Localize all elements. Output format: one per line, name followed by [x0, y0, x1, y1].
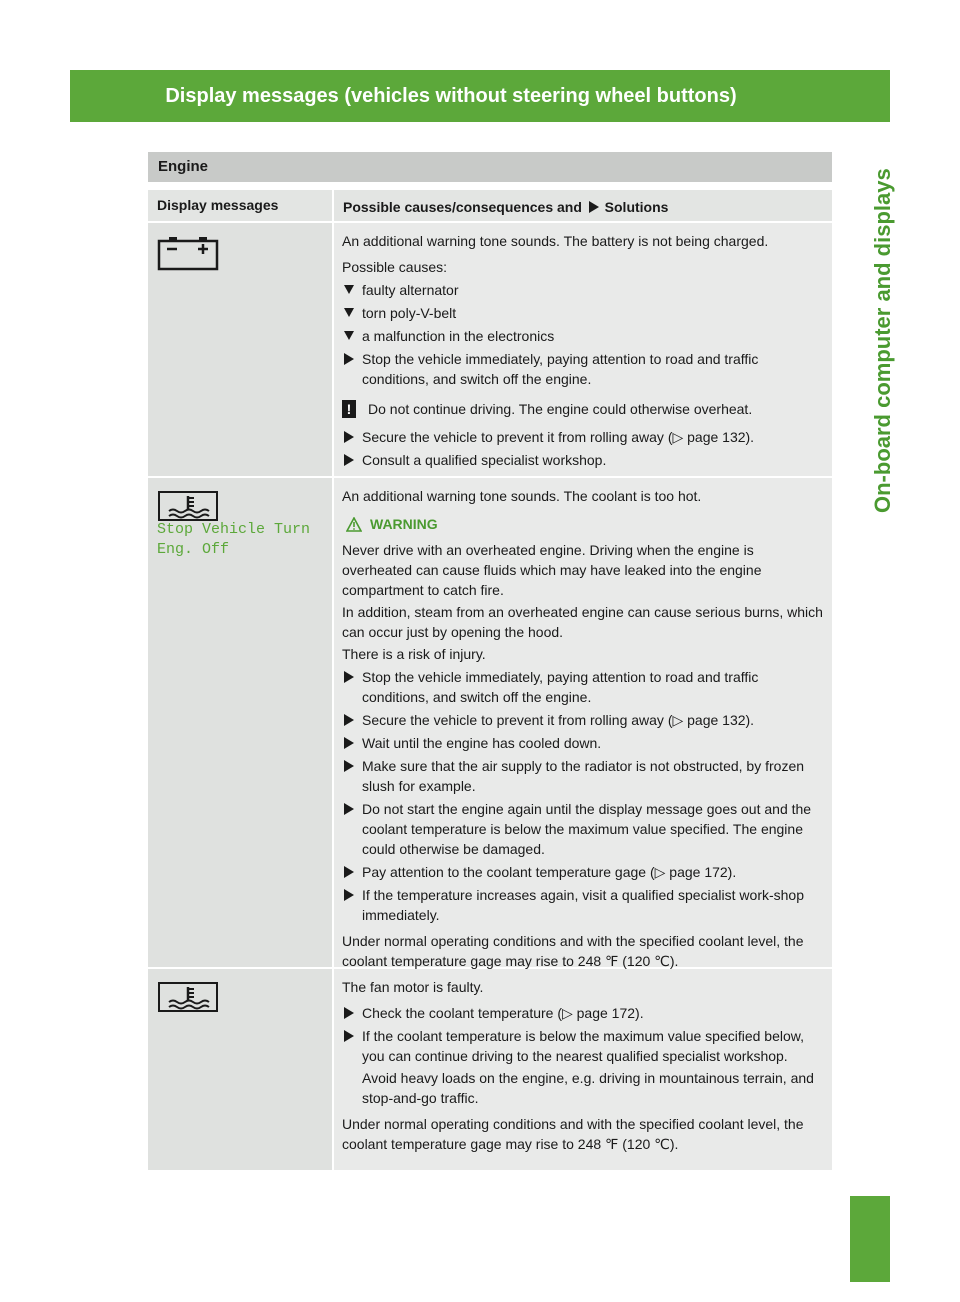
display-message-line-1: Stop Vehicle Turn [157, 521, 311, 538]
row-2-warning-p2: In addition, steam from an overheated engine can cause serious burns, which can occur just by opening the hood. [342, 604, 823, 640]
column-header-right-label: Possible causes/consequences and [343, 199, 582, 215]
row-1-cause-2: torn poly-V-belt [342, 303, 826, 323]
page-number: 197 [914, 85, 949, 107]
row-2-step-6: Pay attention to the coolant temperature gage (▷ page 172). [342, 862, 826, 882]
section-title: Engine [148, 152, 832, 182]
row-1-cause-1: faulty alternator [342, 280, 826, 300]
row-1-step-3: Consult a qualified specialist workshop. [342, 450, 826, 470]
table-row-1-display [148, 223, 332, 476]
row-3-step-2-text: If the coolant temperature is below the maximum value specified below, you can continue driving to the nearest qualified specialist workshop. [362, 1028, 805, 1064]
row-3-step-1: Check the coolant temperature (▷ page 172). [342, 1003, 826, 1023]
warning-heading [342, 514, 826, 534]
column-header-solutions [334, 190, 832, 221]
page-title: Display messages (vehicles without steering wheel buttons) [165, 85, 737, 107]
table-row-2-solutions [334, 478, 832, 967]
side-tab-marker [850, 1196, 890, 1282]
row-1-causes-label: Possible causes: [342, 259, 448, 275]
column-header-left-label: Display messages [157, 197, 279, 213]
row-1-cause-3: a malfunction in the electronics [342, 326, 826, 346]
row-2-step-4: Make sure that the air supply to the radiator is not obstructed, by frozen slush for example. [342, 756, 826, 796]
row-1-note [342, 399, 826, 419]
side-tab-label: On-board computer and displays [870, 168, 895, 513]
table-row-1-solutions [334, 223, 832, 476]
row-3-intro: The fan motor is faulty. [342, 979, 484, 995]
row-1-note-text: Do not continue driving. The engine could otherwise overheat. [368, 401, 753, 417]
row-2-step-2: Secure the vehicle to prevent it from rolling away (▷ page 132). [342, 710, 826, 730]
row-3-step-2 [342, 1026, 826, 1108]
row-2-step-3: Wait until the engine has cooled down. [342, 733, 826, 753]
row-1-step-2: Secure the vehicle to prevent it from rolling away (▷ page 132). [342, 427, 826, 447]
warning-triangle-icon [346, 517, 362, 532]
row-2-outro: Under normal operating conditions and with the specified coolant level, the coolant temperature gage may rise to 248 ℉ (120 ℃). [342, 933, 804, 969]
battery-icon [157, 235, 221, 276]
caution-icon: ! [342, 400, 356, 418]
row-2-intro: An additional warning tone sounds. The coolant is too hot. [342, 488, 702, 504]
column-header-right-suffix: Solutions [604, 199, 669, 215]
row-2-warning-p3: There is a risk of injury. [342, 646, 486, 662]
row-3-outro: Under normal operating conditions and with the specified coolant level, the coolant temperature gage may rise to 248 ℉ (120 ℃). [342, 1116, 804, 1152]
row-2-step-1: Stop the vehicle immediately, paying attention to road and traffic conditions, and switch off the engine. [342, 667, 826, 707]
page-header [70, 70, 949, 122]
table-row-2-display [148, 478, 332, 967]
display-message-line-2: Eng. Off [157, 541, 230, 558]
row-2-step-5: Do not start the engine again until the display message goes out and the coolant temperature is below the maximum value specified. The engine could otherwise be damaged. [342, 799, 826, 859]
table-row-3-solutions [334, 969, 832, 1170]
row-2-warning-p1: Never drive with an overheated engine. Driving when the engine is overheated can cause fluids which may have leaked into the engine compartment to catch fire. [342, 542, 762, 598]
solution-arrow-icon [589, 201, 599, 213]
row-3-step-2-extra: Avoid heavy loads on the engine, e.g. driving in mountainous terrain, and stop-and-go traffic. [362, 1070, 814, 1106]
row-2-step-7: If the temperature increases again, visit a qualified specialist work-shop immediately. [342, 885, 826, 925]
warning-label: WARNING [370, 516, 438, 532]
display-message-text [157, 520, 310, 560]
row-1-step-1: Stop the vehicle immediately, paying attention to road and traffic conditions, and switch off the engine. [342, 349, 826, 389]
row-1-intro: An additional warning tone sounds. The battery is not being charged. [342, 233, 769, 249]
table-row-3-display [148, 969, 332, 1170]
coolant-temperature-icon [157, 981, 221, 1018]
column-header-display-messages [148, 190, 332, 221]
